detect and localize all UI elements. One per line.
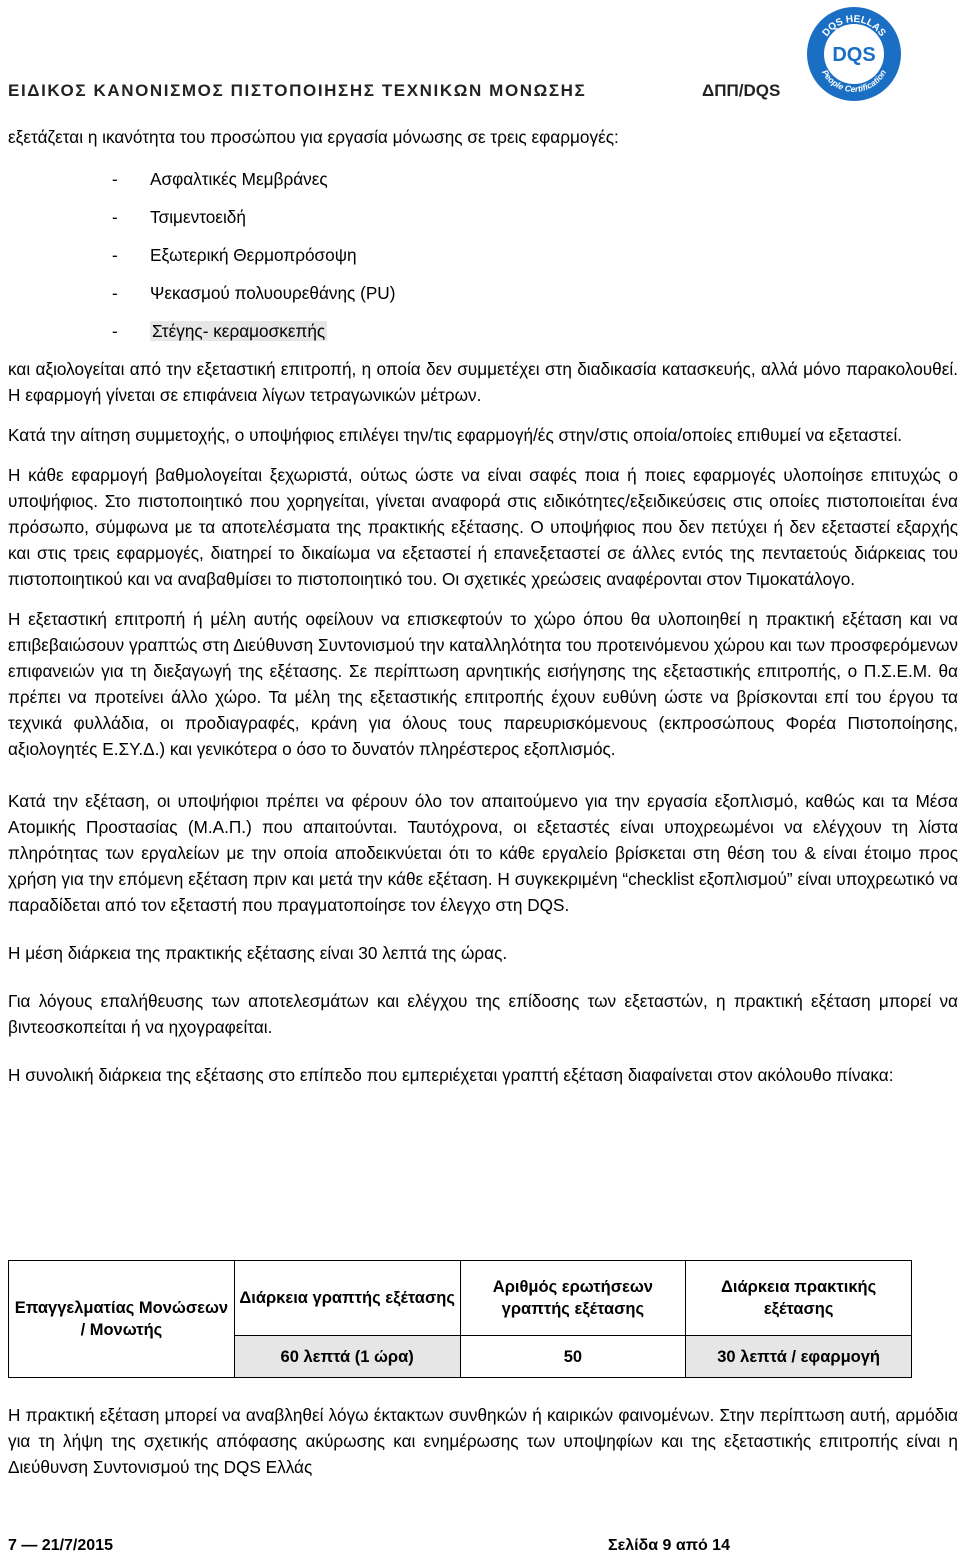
table-row-label: Επαγγελματίας Μονώσεων / Μονωτής bbox=[9, 1261, 235, 1378]
page-content bbox=[8, 124, 958, 1088]
list-item: - Τσιμεντοειδή bbox=[112, 207, 246, 227]
footer-version-date: 7 — 21/7/2015 bbox=[8, 1537, 113, 1554]
paragraph-committee: Η εξεταστική επιτροπή ή μέλη αυτής οφείλουν να επισκεφτούν το χώρο όπου θα υλοποιηθεί η πρακτική εξέταση και να επιβεβαιώσουν γραπτώς στη Διεύθυνση Συντονισμού την καταλληλότητα του προτεινόμενου χώρου και των προσφερόμενων επιφανειών για τη διεξαγωγή της εξέτασης. Σε περίπτωση αρνητικής εισήγησης της εξεταστικής επιτροπής, ο Π.Σ.Ε.Μ. θα πρέπει να προτείνει άλλο χώρο. Τα μέλη της εξεταστικής επιτροπής έχουν ευθύνη ώστε να βρίσκονται επί του έργου τα τεχνικά φυλλάδια, οι προδιαγραφές, κράνη για όλους τους παρευρισκόμενους (εκπροσώπους Φορέα Πιστοποίησης, αξιολογητές Ε.ΣΥ.Δ.) και γενικότερα ο όσο το δυνατόν πληρέστερος εξοπλισμός. bbox=[8, 609, 958, 759]
table-header-practical-duration: Διάρκεια πρακτικής εξέτασης bbox=[686, 1261, 912, 1336]
paragraph-equipment: Κατά την εξέταση, οι υποψήφιοι πρέπει να φέρουν όλο τον απαιτούμενο για την εργασία εξοπλισμό, καθώς και τα Μέσα Ατομικής Προστασίας (Μ.Α.Π.) που απαιτούνται. Ταυτόχρονα, οι εξεταστές είναι υποχρεωμένοι να ελέγχουν τη λίστα πληρότητας των εργαλείων με την οποία αποδεικνύεται ότι το κάθε εργαλείο βρίσκεται στη θέση του & είναι έτοιμο προς χρήση για την επόμενη εξέταση πριν και μετά την κάθε εξέταση. Η συγκεκριμένη “checklist εξοπλισμού” είναι υποχρεωτικό να παραδίδεται από τον εξεταστή που πραγματοποίησε τον έλεγχο στη DQS. bbox=[8, 791, 958, 915]
document-title: ΕΙΔΙΚΟΣ ΚΑΝΟΝΙΣΜΟΣ ΠΙΣΤΟΠΟΙΗΣΗΣ ΤΕΧΝΙΚΩΝ ΜΟΝΩΣΗΣ bbox=[8, 81, 587, 100]
table-cell-written-duration: 60 λεπτά (1 ώρα) bbox=[234, 1336, 460, 1378]
table-header-question-count: Αριθμός ερωτήσεων γραπτής εξέτασης bbox=[460, 1261, 686, 1336]
list-item: - Ασφαλτικές Μεμβράνες bbox=[112, 169, 328, 189]
closing-section bbox=[8, 1402, 958, 1480]
logo-bottom-text: People Certification bbox=[819, 67, 889, 95]
paragraph-scoring: Η κάθε εφαρμογή βαθμολογείται ξεχωριστά, ούτως ώστε να είναι σαφές ποια ή ποιες εφαρμογές υλοποίησε επιτυχώς ο υποψήφιος. Στο πιστοποιητικό που χορηγείται, γίνεται αναφορά στις ειδικότητες/εξειδικεύσεις στις οποίες πιστοποιείται ένα πρόσωπο, σύμφωνα με τα αποτελέσματα της πρακτικής εξέτασης. Ο υποψήφιος που δεν πετύχει ή δεν εξεταστεί εξαρχής και στις τρεις εφαρμογές, διατηρεί το δικαίωμα να εξεταστεί ή επανεξεταστεί σε άλλες εντός της πενταετούς διάρκειας του πιστοποιητικού και να αναβαθμίσει το πιστοποιητικό του. Οι σχετικές χρεώσεις αναφέρονται στον Τιμοκατάλογο. bbox=[8, 465, 958, 589]
paragraph-evaluation: και αξιολογείται από την εξεταστική επιτροπή, η οποία δεν συμμετέχει στη διαδικασία κατασκευής, αλλά μόνο παρακολουθεί. Η εφαρμογή γίνεται σε επιφάνεια λίγων τετραγωνικών μέτρων. bbox=[8, 359, 958, 405]
intro-paragraph: εξετάζεται η ικανότητα του προσώπου για εργασία μόνωσης σε τρεις εφαρμογές: bbox=[8, 127, 619, 147]
list-item: - Εξωτερική Θερμοπρόσοψη bbox=[112, 245, 357, 265]
footer-page-number: Σελίδα 9 από 14 bbox=[608, 1537, 730, 1554]
logo-top-text: DQS HELLAS bbox=[820, 13, 888, 39]
paragraph-duration: Η μέση διάρκεια της πρακτικής εξέτασης είναι 30 λεπτά της ώρας. bbox=[8, 943, 508, 963]
paragraph-application: Κατά την αίτηση συμμετοχής, ο υποψήφιος επιλέγει την/τις εφαρμογή/ές στην/στις οποία/οποίες επιθυμεί να εξεταστεί. bbox=[8, 425, 903, 445]
dqs-hellas-logo bbox=[804, 4, 904, 104]
list-item: - Ψεκασμού πολυουρεθάνης (PU) bbox=[112, 283, 396, 303]
table-cell-question-count: 50 bbox=[460, 1336, 686, 1378]
table-header-written-duration: Διάρκεια γραπτής εξέτασης bbox=[234, 1261, 460, 1336]
document-code: ΔΠΠ/DQS bbox=[702, 81, 781, 100]
paragraph-postponement: Η πρακτική εξέταση μπορεί να αναβληθεί λόγω έκτακτων συνθηκών ή καιρικών φαινομένων. Στην περίπτωση αυτή, αρμόδια για τη λήψη της σχετικής απόφασης ακύρωσης και ενημέρωσης των υποψηφίων και της εξεταστικής επιτροπής είναι η Διεύθυνση Συντονισμού της DQS Ελλάς bbox=[8, 1405, 958, 1477]
applications-list bbox=[8, 160, 958, 350]
list-item: - Στέγης- κεραμοσκεπής bbox=[112, 321, 326, 341]
paragraph-table-intro: Η συνολική διάρκεια της εξέτασης στο επίπεδο που εμπεριέχεται γραπτή εξέταση διαφαίνεται στον ακόλουθο πίνακα: bbox=[8, 1065, 894, 1085]
paragraph-recording: Για λόγους επαλήθευσης των αποτελεσμάτων και ελέγχου της επίδοσης των εξεταστών, η πρακτική εξέταση μπορεί να βιντεοσκοπείται ή να ηχογραφείται. bbox=[8, 991, 958, 1037]
exam-duration-table bbox=[8, 1260, 912, 1378]
table-cell-practical-duration: 30 λεπτά / εφαρμογή bbox=[686, 1336, 912, 1378]
logo-main-text: DQS bbox=[832, 44, 876, 66]
